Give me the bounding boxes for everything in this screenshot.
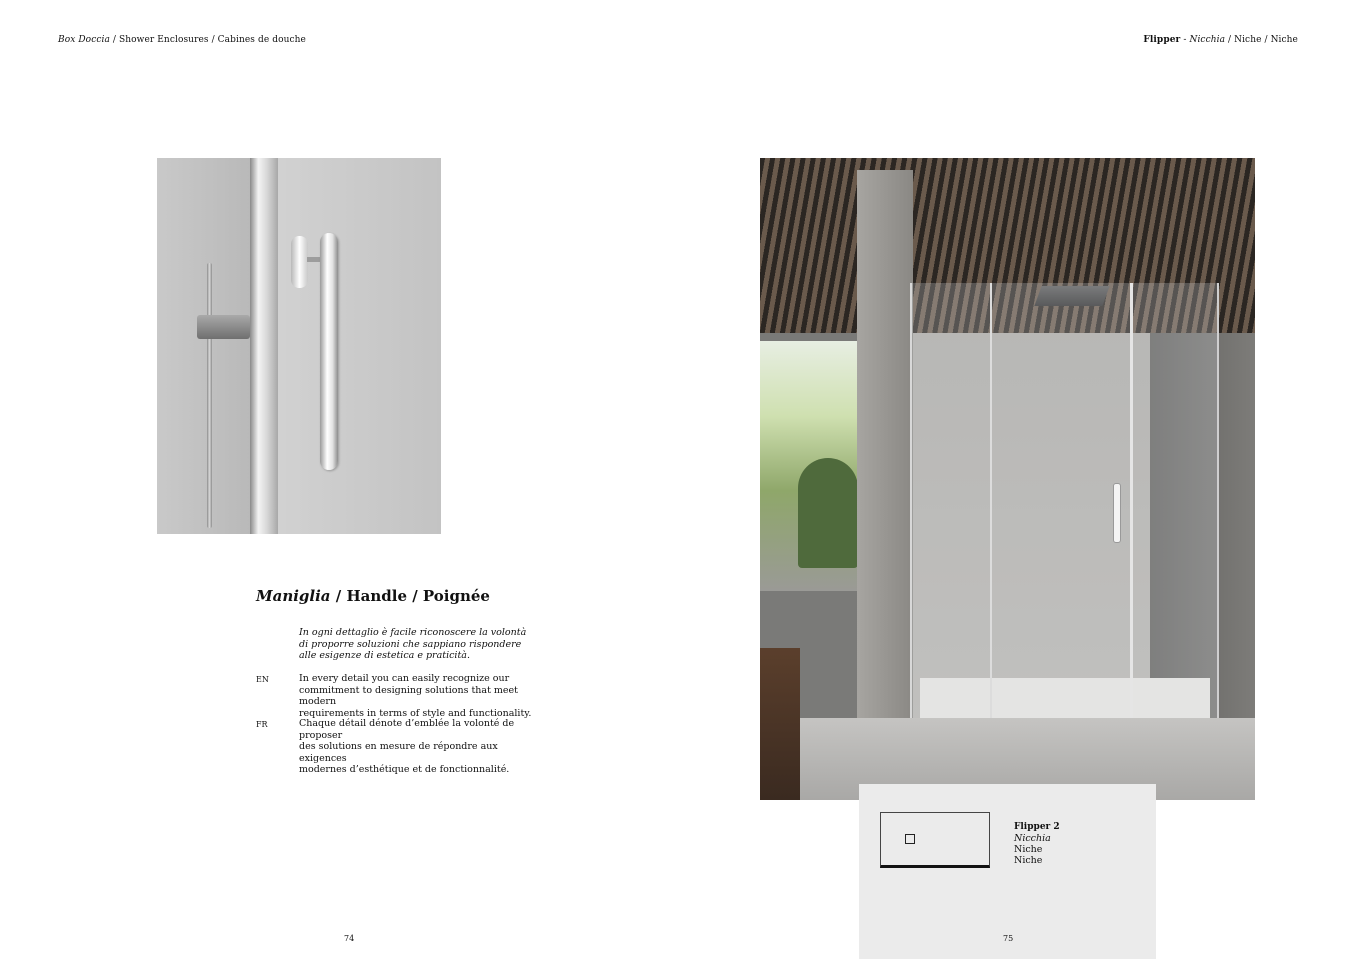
- photo-glass-fixed-edge: [1130, 283, 1133, 718]
- breadcrumb-product: Flipper: [1143, 35, 1181, 45]
- photo-handle-bar: [320, 233, 338, 470]
- floor-plan-diagram: [880, 812, 990, 866]
- breadcrumb-right: [1143, 35, 1298, 45]
- product-name: Flipper 2: [1014, 822, 1060, 832]
- photo-glass-panel: [910, 283, 1219, 718]
- description-en: [299, 673, 539, 719]
- page-number-left: 74: [344, 934, 355, 943]
- description-fr-line: Chaque détail dénote d’emblée la volonté de proposer: [299, 718, 515, 741]
- product-info-panel: [859, 784, 1156, 959]
- description-it-line: In ogni dettaglio è facile riconoscere la volontà: [299, 627, 527, 638]
- product-type-it: Nicchia: [1014, 833, 1051, 844]
- breadcrumb-sep: -: [1180, 35, 1190, 45]
- breadcrumb-type-rest: / Niche / Niche: [1225, 35, 1298, 45]
- breadcrumb-category-it: Box Doccia: [58, 35, 110, 45]
- section-title-rest: / Handle / Poignée: [330, 587, 490, 605]
- description-fr-line: modernes d’esthétique et de fonctionnalité.: [299, 764, 510, 775]
- breadcrumb-left: [58, 35, 306, 45]
- breadcrumb-type-it: Nicchia: [1189, 35, 1226, 45]
- page-number-right: 75: [1003, 934, 1014, 943]
- description-it-line: di proporre soluzioni che sappiano rispondere: [299, 638, 522, 650]
- floor-plan-drain: [905, 834, 915, 844]
- photo-glass-edge: [250, 158, 278, 534]
- photo-handle-knob: [291, 236, 308, 288]
- photo-wall: [157, 158, 250, 534]
- floor-plan-outline: [880, 812, 990, 868]
- description-it: [299, 627, 539, 662]
- language-label-fr: FR: [256, 720, 268, 729]
- description-en-line: requirements in terms of style and functionality.: [299, 707, 532, 719]
- description-en-line: commitment to designing solutions that meet modern: [299, 684, 518, 707]
- description-fr-line: des solutions en mesure de répondre aux exigences: [299, 741, 498, 764]
- photo-pillar: [857, 170, 913, 800]
- product-info: [1014, 822, 1060, 866]
- language-label-en: EN: [256, 675, 269, 684]
- photo-hedge: [798, 458, 858, 568]
- product-type-en: Niche: [1014, 844, 1043, 855]
- photo-glass-hinge: [990, 283, 992, 718]
- section-title: [256, 587, 490, 605]
- description-en-line: In every detail you can easily recognize our: [299, 673, 510, 684]
- description-fr: [299, 718, 539, 776]
- section-title-it: Maniglia: [256, 587, 331, 605]
- photo-door-handle: [1113, 483, 1121, 543]
- description-it-line: alle esigenze di estetica e praticità.: [299, 650, 470, 661]
- product-type-fr: Niche: [1014, 855, 1043, 866]
- photo-shower-hose: [207, 263, 212, 528]
- photo-bench: [760, 648, 800, 800]
- photo-mixer: [197, 315, 250, 339]
- handle-detail-photo: [157, 158, 441, 534]
- breadcrumb-category-rest: / Shower Enclosures / Cabines de douche: [109, 35, 306, 45]
- shower-enclosure-photo: [760, 158, 1255, 800]
